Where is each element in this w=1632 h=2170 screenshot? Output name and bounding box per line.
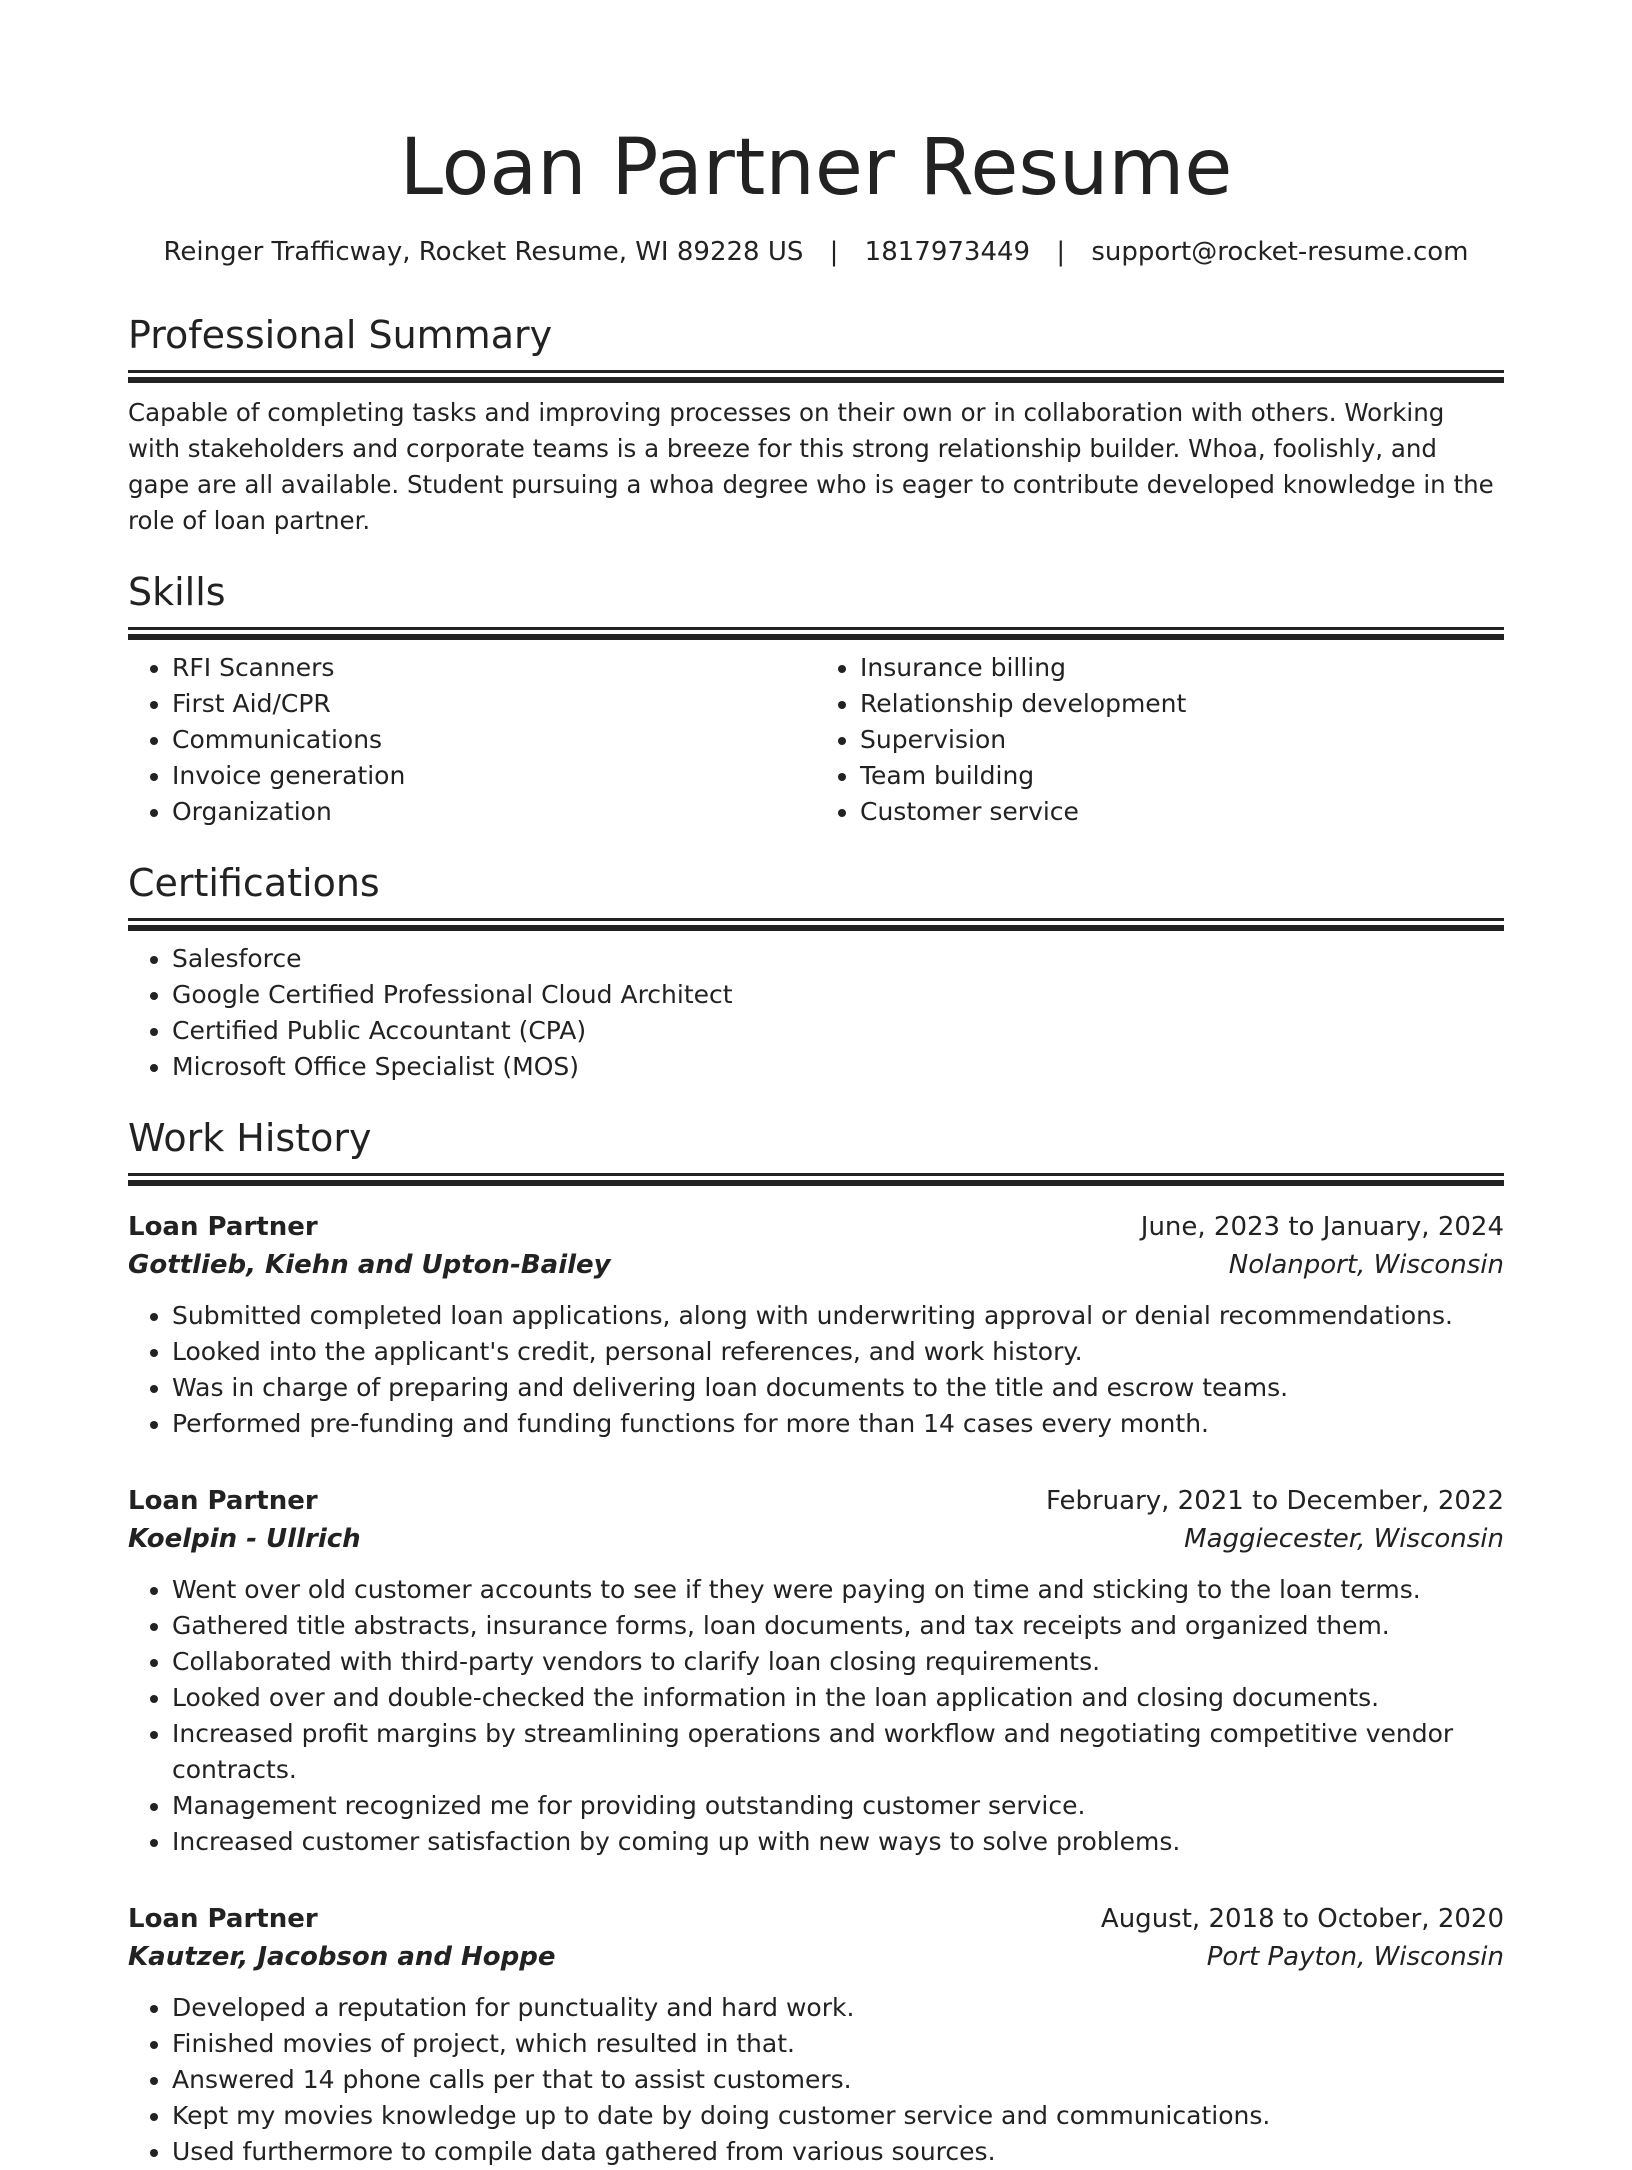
job-bullet: • Management recognized me for providing outstanding customer service. <box>172 1788 1504 1824</box>
job-dates: June, 2023 to January, 2024 <box>1140 1212 1504 1242</box>
skill-item: • RFI Scanners <box>172 650 816 686</box>
job-dates: August, 2018 to October, 2020 <box>1100 1904 1504 1934</box>
skill-item: • Supervision <box>860 722 1504 758</box>
job-bullet: • Gathered title abstracts, insurance forms, loan documents, and tax receipts and organized them. <box>172 1608 1504 1644</box>
skills-grid <box>128 640 1504 830</box>
skills-list-left <box>128 650 816 830</box>
skill-item: • Organization <box>172 794 816 830</box>
job-bullet: • Finished movies of project, which resulted in that. <box>172 2026 1504 2062</box>
certification-item: • Google Certified Professional Cloud Architect <box>172 977 1504 1013</box>
job-location: Maggiecester, Wisconsin <box>1184 1524 1504 1554</box>
skill-item: • Customer service <box>860 794 1504 830</box>
contact-address: Reinger Trafficway, Rocket Resume, WI 89228 US <box>163 237 804 267</box>
job-bullets <box>128 1990 1504 2170</box>
skill-item: • Insurance billing <box>860 650 1504 686</box>
job-dates: February, 2021 to December, 2022 <box>1045 1486 1504 1516</box>
job-location: Port Payton, Wisconsin <box>1206 1942 1504 1972</box>
certifications-section <box>128 858 1504 1085</box>
job-bullet: • Increased customer satisfaction by coming up with new ways to solve problems. <box>172 1824 1504 1860</box>
skills-heading: Skills <box>128 570 226 614</box>
certification-item: • Certified Public Accountant (CPA) <box>172 1013 1504 1049</box>
job-company: Koelpin - Ullrich <box>128 1524 361 1554</box>
job-bullet: • Was in charge of preparing and delivering loan documents to the title and escrow teams. <box>172 1370 1504 1406</box>
section-divider <box>128 918 1504 921</box>
job-header-row <box>128 1900 1504 1938</box>
job-bullet: • Increased profit margins by streamlining operations and workflow and negotiating competitive vendor contracts. <box>172 1716 1504 1788</box>
contact-phone: 1817973449 <box>864 237 1031 267</box>
skill-item: • Team building <box>860 758 1504 794</box>
work-history-heading: Work History <box>128 1116 372 1160</box>
job-bullet: • Kept my movies knowledge up to date by doing customer service and communications. <box>172 2098 1504 2134</box>
summary-text: Capable of completing tasks and improving processes on their own or in collaboration with others. Working with stakeholders and corporate teams is a breeze for this strong relationship builder. Whoa, foolishly, and gape are all available. Student pursuing a whoa degree who is eager to contribute developed knowledge in the role of loan partner. <box>128 398 1494 535</box>
section-divider <box>128 370 1504 373</box>
resume-title: Loan Partner Resume <box>399 123 1233 213</box>
job-bullet: • Looked over and double-checked the information in the loan application and closing documents. <box>172 1680 1504 1716</box>
job-header-row <box>128 1208 1504 1246</box>
job-title: Loan Partner <box>128 1486 318 1516</box>
section-divider-thick <box>128 925 1504 931</box>
skills-section <box>128 567 1504 830</box>
contact-separator: | <box>829 237 839 267</box>
certification-item: • Microsoft Office Specialist (MOS) <box>172 1049 1504 1085</box>
work-history-section <box>128 1113 1504 2170</box>
section-divider-thick <box>128 377 1504 383</box>
job-bullet: • Developed a reputation for punctuality and hard work. <box>172 1990 1504 2026</box>
job-title: Loan Partner <box>128 1904 318 1934</box>
job-company-row <box>128 1246 1504 1284</box>
job-company: Gottlieb, Kiehn and Upton-Bailey <box>128 1250 611 1280</box>
job-bullet: • Submitted completed loan applications, along with underwriting approval or denial recommendations. <box>172 1298 1504 1334</box>
job-bullet: • Answered 14 phone calls per that to assist customers. <box>172 2062 1504 2098</box>
job-company-row <box>128 1938 1504 1976</box>
section-divider <box>128 1173 1504 1176</box>
contact-line <box>128 234 1504 270</box>
summary-section <box>128 310 1504 539</box>
job-bullet: • Collaborated with third-party vendors to clarify loan closing requirements. <box>172 1644 1504 1680</box>
job-header-row <box>128 1482 1504 1520</box>
job-entry <box>128 1208 1504 1442</box>
job-location: Nolanport, Wisconsin <box>1228 1250 1504 1280</box>
job-title: Loan Partner <box>128 1212 318 1242</box>
section-divider <box>128 627 1504 630</box>
certifications-heading: Certifications <box>128 861 380 905</box>
job-company-row <box>128 1520 1504 1558</box>
skill-item: • First Aid/CPR <box>172 686 816 722</box>
certifications-list <box>128 941 1504 1085</box>
job-bullet: • Looked into the applicant's credit, personal references, and work history. <box>172 1334 1504 1370</box>
skill-item: • Invoice generation <box>172 758 816 794</box>
job-bullet: • Went over old customer accounts to see if they were paying on time and sticking to the loan terms. <box>172 1572 1504 1608</box>
job-entry <box>128 1900 1504 2170</box>
contact-email: support@rocket-resume.com <box>1091 237 1469 267</box>
skills-list-right <box>816 650 1504 830</box>
certification-item: • Salesforce <box>172 941 1504 977</box>
skill-item: • Communications <box>172 722 816 758</box>
summary-heading: Professional Summary <box>128 313 553 357</box>
contact-separator: | <box>1056 237 1066 267</box>
job-bullets <box>128 1298 1504 1442</box>
skill-item: • Relationship development <box>860 686 1504 722</box>
job-bullets <box>128 1572 1504 1860</box>
job-company: Kautzer, Jacobson and Hoppe <box>128 1942 556 1972</box>
job-entry <box>128 1482 1504 1860</box>
section-divider-thick <box>128 1180 1504 1186</box>
job-bullet: • Used furthermore to compile data gathered from various sources. <box>172 2134 1504 2170</box>
job-bullet: • Performed pre-funding and funding functions for more than 14 cases every month. <box>172 1406 1504 1442</box>
